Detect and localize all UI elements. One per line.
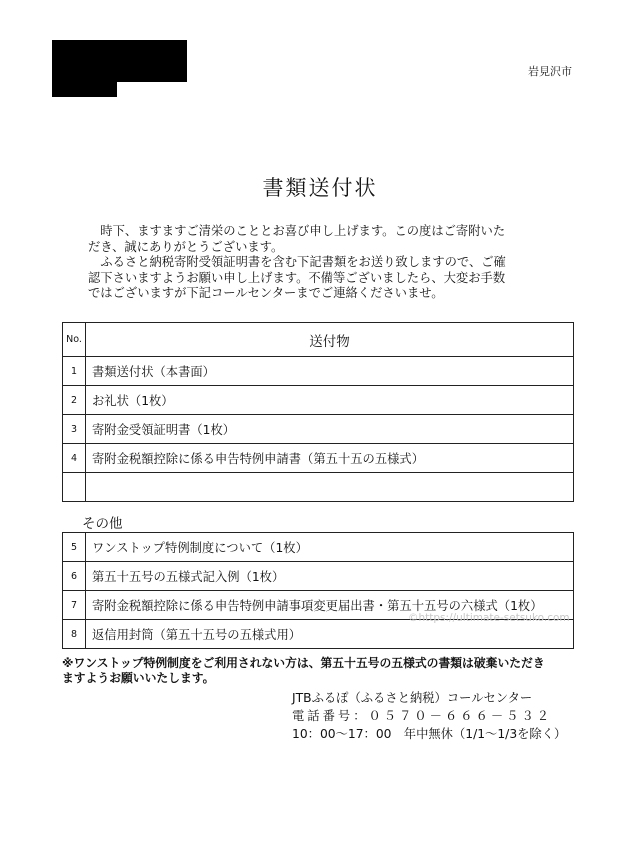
row-number: 8	[63, 620, 86, 649]
redacted-block	[52, 80, 117, 97]
row-item: 寄附金受領証明書（1枚）	[86, 415, 574, 444]
row-number: 2	[63, 386, 86, 415]
document-title: 書類送付状	[262, 176, 378, 200]
note-text	[62, 656, 577, 686]
contact-hours: 10：00～17：00 年中無休（1/1～1/3を除く）	[292, 727, 567, 741]
table-row	[63, 415, 574, 444]
row-item: 寄附金税額控除に係る申告特例申請事項変更届出書・第五十五号の六様式（1枚）	[86, 591, 574, 620]
intro-paragraph	[88, 224, 558, 302]
row-number: 1	[63, 357, 86, 386]
intro-line: ではございますが下記コールセンターまでご連絡くださいませ。	[88, 286, 444, 300]
note-line: ※ワンストップ特例制度をご利用されない方は、第五十五号の五様式の書類は破棄いただき	[62, 656, 545, 670]
row-number: 4	[63, 444, 86, 473]
intro-line: 時下、ますますご清栄のこととお喜び申し上げます。この度はご寄附いた	[88, 224, 506, 238]
row-item: 寄附金税額控除に係る申告特例申請書（第五十五の五様式）	[86, 444, 574, 473]
contact-name: JTBふるぽ（ふるさと納税）コールセンター	[292, 691, 533, 705]
enclosures-table	[62, 322, 574, 502]
table-row	[63, 386, 574, 415]
other-items-table	[62, 532, 574, 649]
table-header-row	[63, 323, 574, 357]
table-row	[63, 444, 574, 473]
row-item: 書類送付状（本書面）	[86, 357, 574, 386]
row-item: ワンストップ特例制度について（1枚）	[86, 533, 574, 562]
column-header-item: 送付物	[86, 323, 574, 357]
row-number	[63, 473, 86, 502]
note-line: ますようお願いいたします。	[62, 671, 215, 685]
row-number: 5	[63, 533, 86, 562]
other-section-title: その他	[82, 516, 123, 532]
row-number: 7	[63, 591, 86, 620]
row-item: 返信用封筒（第五十五号の五様式用）	[86, 620, 574, 649]
table-row	[63, 533, 574, 562]
row-item: 第五十五号の五様式記入例（1枚）	[86, 562, 574, 591]
intro-line: ふるさと納税寄附受領証明書を含む下記書類をお送り致しますので、ご確	[88, 255, 506, 269]
watermark: ©https://ultimate-setsuko.com	[408, 612, 570, 624]
row-number: 6	[63, 562, 86, 591]
intro-line: だき、誠にありがとうございます。	[88, 239, 284, 254]
column-header-no: No.	[63, 323, 86, 357]
row-number: 3	[63, 415, 86, 444]
row-item: お礼状（1枚）	[86, 386, 574, 415]
contact-phone: 電話番号：０５７０－６６６－５３２	[292, 709, 553, 723]
redacted-block	[52, 40, 187, 82]
table-row	[63, 357, 574, 386]
table-row	[63, 562, 574, 591]
intro-line: 認下さいますようお願い申し上げます。不備等ございましたら、大変お手数	[88, 270, 506, 285]
row-item	[86, 473, 574, 502]
city-name: 岩見沢市	[528, 65, 572, 78]
contact-block	[292, 689, 566, 743]
table-row-empty	[63, 473, 574, 502]
